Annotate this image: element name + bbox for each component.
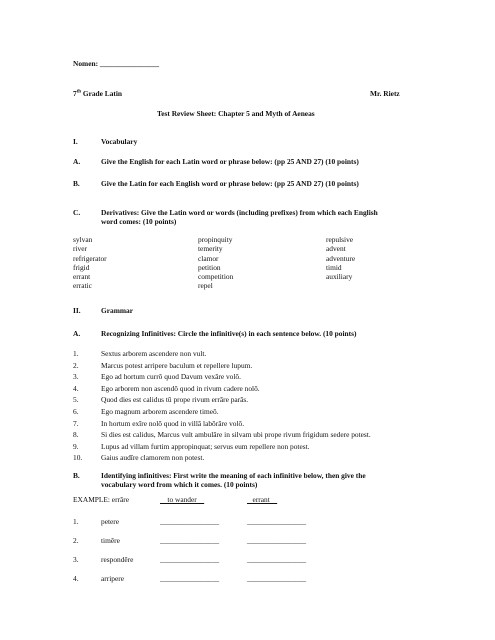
sentence-number: 7. xyxy=(73,418,79,428)
sentence-number: 2. xyxy=(73,360,79,370)
vocab-word-blank[interactable]: ________________ xyxy=(247,536,307,545)
derivative-word: refrigerator xyxy=(73,253,107,263)
derivative-word: repulsive xyxy=(326,235,354,244)
infinitive-word: petere xyxy=(101,517,120,526)
page-title: Test Review Sheet: Chapter 5 and Myth of Aeneas xyxy=(157,109,315,118)
sentence-item xyxy=(73,349,207,359)
sentence-text: Quod dies est calidus tū prope rivum errāre parās. xyxy=(101,395,249,405)
grade-label: 7th Grade Latin xyxy=(73,89,123,98)
section1-b-letter: B. xyxy=(73,179,80,188)
meaning-blank[interactable]: ________________ xyxy=(160,574,220,583)
section2-num: II. xyxy=(73,306,81,315)
derivative-word: clamor xyxy=(198,253,219,263)
section2-title: Grammar xyxy=(101,306,134,315)
meaning-blank[interactable]: ________________ xyxy=(160,517,220,526)
sentence-text: Lupus ad villam furtim appropinquat; servus eum repellere non potest. xyxy=(101,441,310,451)
derivative-word: sylvan xyxy=(73,235,93,244)
sentence-text: In hortum exīre nolō quod in villā labōrāre volō. xyxy=(101,418,245,428)
sentence-item xyxy=(73,383,260,394)
sentence-number: 4. xyxy=(73,383,79,393)
derivative-word: propinquity xyxy=(198,235,233,244)
sentence-text: Gaius audīre clamorem non potest. xyxy=(101,453,205,463)
sentence-item xyxy=(73,372,241,382)
section1-c-letter: C. xyxy=(73,208,81,217)
sentence-number: 6. xyxy=(73,407,79,416)
vocab-word-blank[interactable]: ________________ xyxy=(247,574,307,583)
sentence-text: Ego arborem non ascendō quod in rivum cadere nolō. xyxy=(101,383,260,393)
section1-title: Vocabulary xyxy=(101,137,138,146)
section1-a-letter: A. xyxy=(73,157,81,166)
derivative-word: auxiliary xyxy=(326,272,353,282)
section2-b-letter: B. xyxy=(73,471,80,480)
derivative-word: petition xyxy=(198,262,221,272)
sentence-item xyxy=(73,407,219,417)
derivative-word: timid xyxy=(326,262,342,272)
section1-a-instruction: Give the English for each Latin word or phrase below: (pp 25 AND 27) (10 points) xyxy=(101,157,359,166)
sentence-item xyxy=(73,360,253,371)
derivatives-column-2 xyxy=(198,236,233,292)
sentence-text: Si dies est calidus, Marcus vult ambulāre in silvam ubi prope rivum frigidum sedere potest. xyxy=(101,430,371,440)
example-vocab-word: errant xyxy=(247,495,278,504)
sentence-item xyxy=(73,418,245,429)
infinitive-word: respondēre xyxy=(101,555,134,564)
derivative-word: river xyxy=(73,244,87,254)
section1-c-instruction-1: Derivatives: Give the Latin word or words (including prefixes) from which each English xyxy=(101,208,378,217)
nomen-line xyxy=(73,60,159,69)
nomen-label: Nomen: xyxy=(73,59,99,68)
sentence-number: 1. xyxy=(73,349,79,358)
infinitive-word: arripere xyxy=(101,574,124,583)
section2-b-instruction-2: vocabulary word from which it comes. (10 points) xyxy=(101,480,258,489)
sentence-text: Ego magnum arborem ascendere timeō. xyxy=(101,407,219,416)
section1-c-instruction-2: word comes: (10 points) xyxy=(101,217,177,226)
sentence-text: Ego ad hortum currō quod Davum vexāre volō. xyxy=(101,372,241,382)
example-meaning: to wander xyxy=(160,495,205,504)
vocab-word-blank[interactable]: ________________ xyxy=(247,517,307,526)
sentence-item xyxy=(73,441,310,452)
section1-b-instruction: Give the Latin for each English word or phrase below: (pp 25 AND 27) (10 points) xyxy=(101,179,359,188)
derivatives-column-3 xyxy=(326,236,355,282)
derivative-word: competition xyxy=(198,272,234,282)
sentence-number: 10. xyxy=(73,453,83,463)
example-label: EXAMPLE: errāre xyxy=(73,495,130,504)
item-number: 1. xyxy=(73,517,79,526)
section2-a-letter: A. xyxy=(73,329,81,338)
derivative-word: errant xyxy=(73,272,91,282)
item-number: 3. xyxy=(73,555,79,564)
sentence-number: 9. xyxy=(73,441,79,451)
sentence-text: Marcus potest arripere baculum et repellere lupum. xyxy=(101,360,253,370)
derivative-word: erratic xyxy=(73,281,92,291)
derivatives-list xyxy=(73,236,433,296)
sentence-number: 3. xyxy=(73,372,79,382)
infinitive-word: timēre xyxy=(101,536,120,545)
derivative-word: adventure xyxy=(326,253,356,263)
derivative-word: repel xyxy=(198,281,213,291)
item-number: 4. xyxy=(73,574,79,583)
vocab-word-blank[interactable]: ________________ xyxy=(247,555,307,564)
nomen-blank: ________________ xyxy=(99,59,160,68)
sentence-text: Sextus arborem ascendere non vult. xyxy=(101,349,207,358)
item-number: 2. xyxy=(73,536,79,545)
sentence-number: 5. xyxy=(73,395,79,405)
derivatives-column-1 xyxy=(73,236,107,292)
section2-b-instruction-1: Identifying infinitives: First write the meaning of each infinitive below, then give the xyxy=(101,471,366,480)
sentence-item xyxy=(73,395,249,405)
meaning-blank[interactable]: ________________ xyxy=(160,555,220,564)
derivative-word: frigid xyxy=(73,262,90,272)
meaning-blank[interactable]: ________________ xyxy=(160,536,220,545)
derivative-word: temerity xyxy=(198,244,223,254)
derivative-word: advent xyxy=(326,244,346,254)
sentence-number: 8. xyxy=(73,430,79,440)
section2-a-instruction: Recognizing Infinitives: Circle the infinitive(s) in each sentence below. (10 points) xyxy=(101,329,357,338)
sentence-item xyxy=(73,430,371,440)
section1-num: I. xyxy=(73,137,78,146)
teacher-name: Mr. Rietz xyxy=(370,89,400,98)
sentence-item xyxy=(73,453,205,463)
